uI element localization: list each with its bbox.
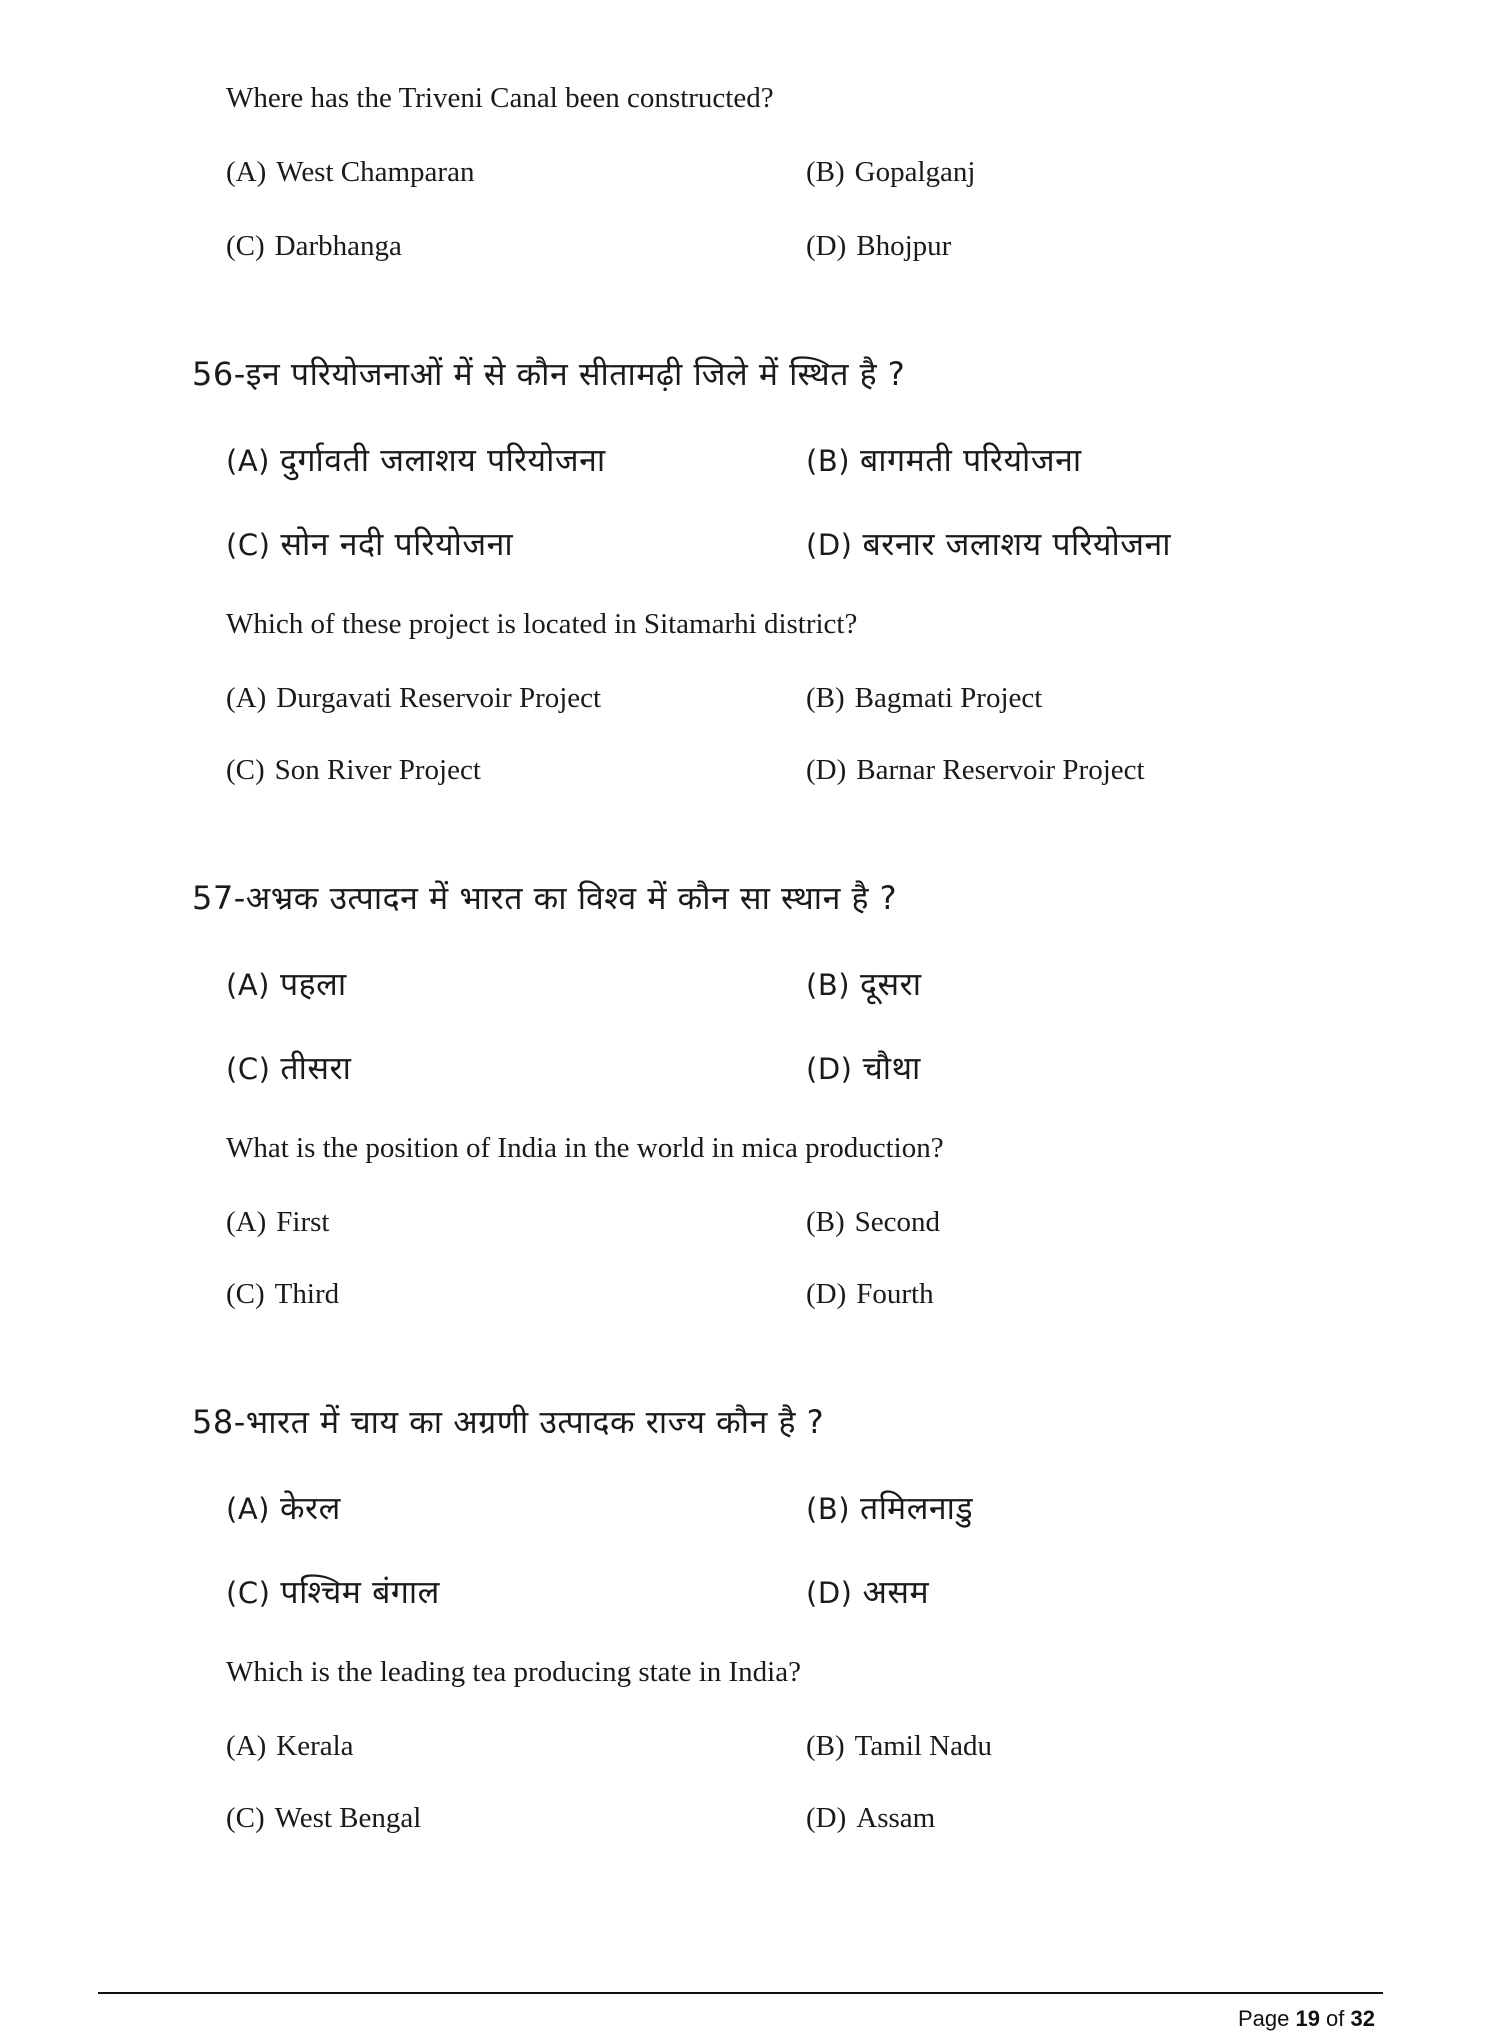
option-key: (A) (226, 1492, 270, 1526)
option-text: Assam (856, 1802, 936, 1834)
option-text: बरनार जलाशय परियोजना (862, 525, 1172, 563)
page-prefix: Page (1237, 2006, 1296, 2031)
option-text: दुर्गावती जलाशय परियोजना (279, 441, 606, 479)
question-text: What is the position of India in the world in mica production? (226, 1132, 944, 1164)
option-d (806, 1802, 935, 1835)
option-key: (A) (226, 968, 270, 1002)
option-key: (A) (226, 682, 267, 714)
option-text: Durgavati Reservoir Project (276, 682, 602, 714)
option-text: West Champaran (276, 156, 475, 188)
option-text: पश्चिम बंगाल (280, 1573, 440, 1611)
option-b (806, 682, 1042, 715)
option-key: (C) (226, 754, 265, 786)
option-c-hindi (226, 522, 513, 565)
option-text: असम (862, 1573, 930, 1611)
option-key: (C) (226, 1576, 271, 1610)
option-text: Second (854, 1206, 941, 1238)
option-key: (B) (806, 682, 845, 714)
option-b-hindi (806, 1486, 973, 1529)
option-d (806, 230, 951, 263)
option-b (806, 1206, 940, 1239)
question-heading-hindi: 58-भारत में चाय का अग्रणी उत्पादक राज्य कौन है ? (192, 1403, 825, 1441)
option-c (226, 754, 481, 787)
option-a (226, 682, 601, 715)
option-key: (C) (226, 528, 271, 562)
option-text: Barnar Reservoir Project (856, 754, 1145, 786)
option-key: (B) (806, 444, 851, 478)
option-key: (D) (806, 1052, 853, 1086)
option-a (226, 1206, 329, 1239)
option-a (226, 156, 474, 189)
footer-rule (98, 1992, 1383, 1994)
option-key: (A) (226, 444, 270, 478)
question-heading-hindi: 57-अभ्रक उत्पादन में भारत का विश्व में कौन सा स्थान है ? (192, 879, 898, 917)
option-text: Tamil Nadu (854, 1730, 992, 1762)
question-heading-hindi: 56-इन परियोजनाओं में से कौन सीतामढ़ी जिले में स्थित है ? (192, 355, 906, 393)
option-a (226, 1730, 354, 1763)
option-c-hindi (226, 1570, 440, 1613)
option-key: (B) (806, 1206, 845, 1238)
option-text: First (276, 1206, 330, 1238)
option-b (806, 1730, 992, 1763)
option-key: (D) (806, 754, 847, 786)
option-key: (D) (806, 1278, 847, 1310)
option-c (226, 1802, 421, 1835)
question-text: Which of these project is located in Sitamarhi district? (226, 608, 858, 640)
option-a-hindi (226, 962, 347, 1005)
option-text: तमिलनाडु (860, 1489, 974, 1527)
option-text: Gopalganj (854, 156, 976, 188)
page-current: 19 (1295, 2006, 1320, 2031)
option-text: पहला (279, 965, 347, 1003)
option-text: Darbhanga (274, 230, 402, 262)
question-text: Which is the leading tea producing state in India? (226, 1656, 801, 1688)
option-key: (A) (226, 1206, 267, 1238)
option-text: Bhojpur (856, 230, 952, 262)
option-a-hindi (226, 438, 606, 481)
option-text: West Bengal (274, 1802, 422, 1834)
option-d-hindi (806, 1570, 929, 1613)
option-key: (C) (226, 1278, 265, 1310)
option-c (226, 230, 402, 263)
option-d-hindi (806, 1046, 921, 1089)
option-text: Son River Project (274, 754, 481, 786)
option-key: (B) (806, 968, 851, 1002)
option-key: (D) (806, 1802, 847, 1834)
option-key: (D) (806, 528, 853, 562)
option-b-hindi (806, 962, 922, 1005)
option-a-hindi (226, 1486, 341, 1529)
option-c-hindi (226, 1046, 351, 1089)
option-key: (C) (226, 1052, 271, 1086)
option-text: Third (274, 1278, 340, 1310)
option-text: Fourth (856, 1278, 934, 1310)
option-key: (B) (806, 1730, 845, 1762)
option-c (226, 1278, 339, 1311)
option-d-hindi (806, 522, 1171, 565)
option-text: केरल (279, 1489, 341, 1527)
option-text: तीसरा (280, 1049, 352, 1087)
option-key: (C) (226, 1802, 265, 1834)
page-total: 32 (1350, 2006, 1375, 2031)
option-key: (B) (806, 1492, 851, 1526)
option-text: सोन नदी परियोजना (280, 525, 514, 563)
page-of: of (1319, 2006, 1351, 2031)
option-key: (D) (806, 230, 847, 262)
option-text: Bagmati Project (854, 682, 1043, 714)
question-text: Where has the Triveni Canal been constructed? (226, 82, 774, 114)
option-key: (A) (226, 1730, 267, 1762)
option-text: चौथा (862, 1049, 921, 1087)
option-key: (D) (806, 1576, 853, 1610)
option-b-hindi (806, 438, 1082, 481)
option-text: बागमती परियोजना (860, 441, 1082, 479)
option-text: दूसरा (860, 965, 922, 1003)
option-text: Kerala (276, 1730, 354, 1762)
option-key: (B) (806, 156, 845, 188)
option-b (806, 156, 975, 189)
option-d (806, 754, 1145, 787)
page-number (1238, 2006, 1375, 2032)
option-d (806, 1278, 934, 1311)
option-key: (A) (226, 156, 267, 188)
option-key: (C) (226, 230, 265, 262)
